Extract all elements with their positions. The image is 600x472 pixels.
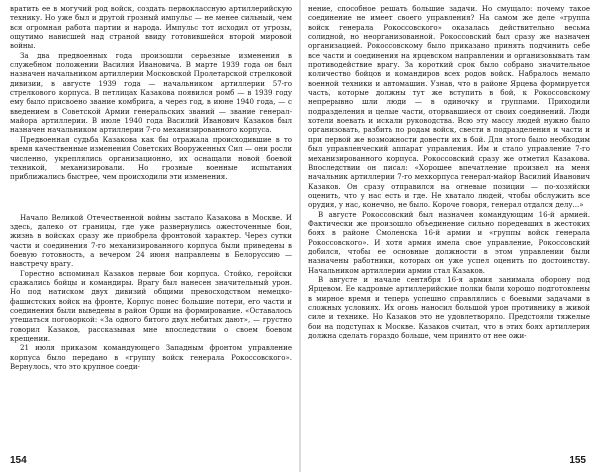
right-page-text (308, 4, 590, 340)
page-number-right: 155 (569, 455, 586, 466)
paragraph: вратить ее в могучий род войск, создать первоклассную артиллерийскую технику. Но уже был и другой грозный импульс — не менее сильный, чем вся огромная работа партии и народа. Импульс тот исходил от угрозы, ощутимо нависшей над страной ввиду готовившейся второй мировой войны. (10, 4, 292, 51)
paragraph: 21 июля приказом командующего Западным фронтом управление корпуса было передано в «группу войск генерала Рокоссовского». Вернулось, что это крупное соеди- (10, 343, 292, 372)
paragraph: Горестно вспоминал Казаков первые бои корпуса. Стойко, геройски сражались бойцы и командиры. Врагу был нанесен значительный урон. Но под натиском двух дивизий общими превосходством немецко-фашистских войск на фронте, Корпус понес большие потери, его части и соединения были выведены в район Орши на формирование. «Оставалось утешаться поговоркой: «За одного битого двух небитых дают», — грустно говорил Казаков, рассказывая мне впоследствии о своем боевом крещении. (10, 268, 292, 343)
paragraph: В августе Рокоссовский был назначен командующим 16-й армией. Фактически же произошло объединение сильно поредевших в жестоких боях в районе Смоленска 16-й армии и «группы войск генерала Рокоссовского». И хотя армия имела свое управление, Рокоссовский добился, чтобы ее основные должности в этом управлении были назначены работники, которых он уже успел оценить по достоинству. Начальником артиллерии армии стал Казаков. (308, 209, 590, 275)
paragraph: Начало Великой Отечественной войны застало Казакова в Москве. И здесь, далеко от границы, где уже развернулись ожесточенные бои, жизнь в войсках сразу же приобрела фронтовой характер. Через сутки части и соединения 7-го механизированного корпуса были приведены в боевую готовность, а вечером 24 июня направлены в Белоруссию — навстречу врагу. (10, 212, 292, 269)
paragraph: В августе и начале сентября 16-я армия занимала оборону под Ярцевом. Ее кадровые артиллерийские полки были хорошо подготовлены в мирное время и теперь успешно справлялись с боевыми задачами в сложных условиях. Их огонь наносил большой урон противнику в живой силе и технике. Но Казаков это не удовлетворяло. Предстояли тяжелые бои на подступах к Москве. Казаков считал, что в этих боях артиллерия должна сделать гораздо больше, чем принято от нее ожи- (308, 274, 590, 341)
left-page-text (10, 4, 292, 371)
paragraph: Предвоенная судьба Казакова как бы отражала происходившие в то время качественные изменения Советских Вооруженных Сил — они росли численно, укреплялись организационно, их оснащали новой боевой техникой, механизировали. Но грозные военные испытания приближались быстрее, чем происходили эти изменения. (10, 134, 292, 182)
paragraph: За два предвоенных года произошли серьезные изменения в служебном положении Василия Ивановича. В марте 1939 года он был назначен начальником артиллерии Московской Пролетарской стрелковой дивизии, в августе 1939 года — начальником артиллерии 57-го стрелкового корпуса. В петлицах Казакова появился ромб — в 1939 году ему было присвоено звание комбрига, а через год, в июне 1940 года, — с введением в Советской Армии генеральских званий — звание генерал-майора артиллерии. В июле 1940 года Василий Иванович Казаков был назначен начальником артиллерии 7-го механизированного корпуса. (10, 50, 292, 135)
section-break (10, 182, 292, 213)
right-page (300, 0, 600, 472)
paragraph: нение, способное решать большие задачи. Но смущало: почему такое соединение не имеет своего управления? На самом же деле «группа войск генерала Рокоссовского» оказалась действительно весьма солидной, но неорганизованной. Рокоссовский был сразу же назначен организацией. Рокоссовскому было приказано принять подчинить себе все части и соединения на ярцевском направлении и организовывать там противодействие врагу. За короткий срок было собрано значительное количество бойцов и командиров всех родов войск. Набралось немало военной техники и автомашин. Узнав, что в районе Ярцева формируется часть, которые должны тут же вступить в бой, к Рокоссовскому непрерывно шли люди — в одиночку и группами. Приходили подразделения и целые части, оторвавшиеся от своих соединений. Люди хотели воевать и искали руководства. Всю эту массу людей нужно было организовать, разбить по родам войск, свести в подразделения и части и при первой же возможности довести их в бой. Для этого было необходим был управленческий аппарат управления. Им и стало управление 7-го механизированного корпуса. Рокоссовский сразу же отметил Казакова. Впоследствии он писал: «Хорошее впечатление произвел на меня начальник артиллерии 7-го мехкорпуса генерал-майор Василий Иванович Казаков. Он сразу отправился на огневые позиции — по-хозяйски оценить, что у нас есть и где. Не хватало людей, чтобы обслужить все орудия, у нас, конечно, не было. Короче говоря, генерал отдался делу...» (308, 4, 590, 210)
page-number-left: 154 (10, 455, 27, 466)
